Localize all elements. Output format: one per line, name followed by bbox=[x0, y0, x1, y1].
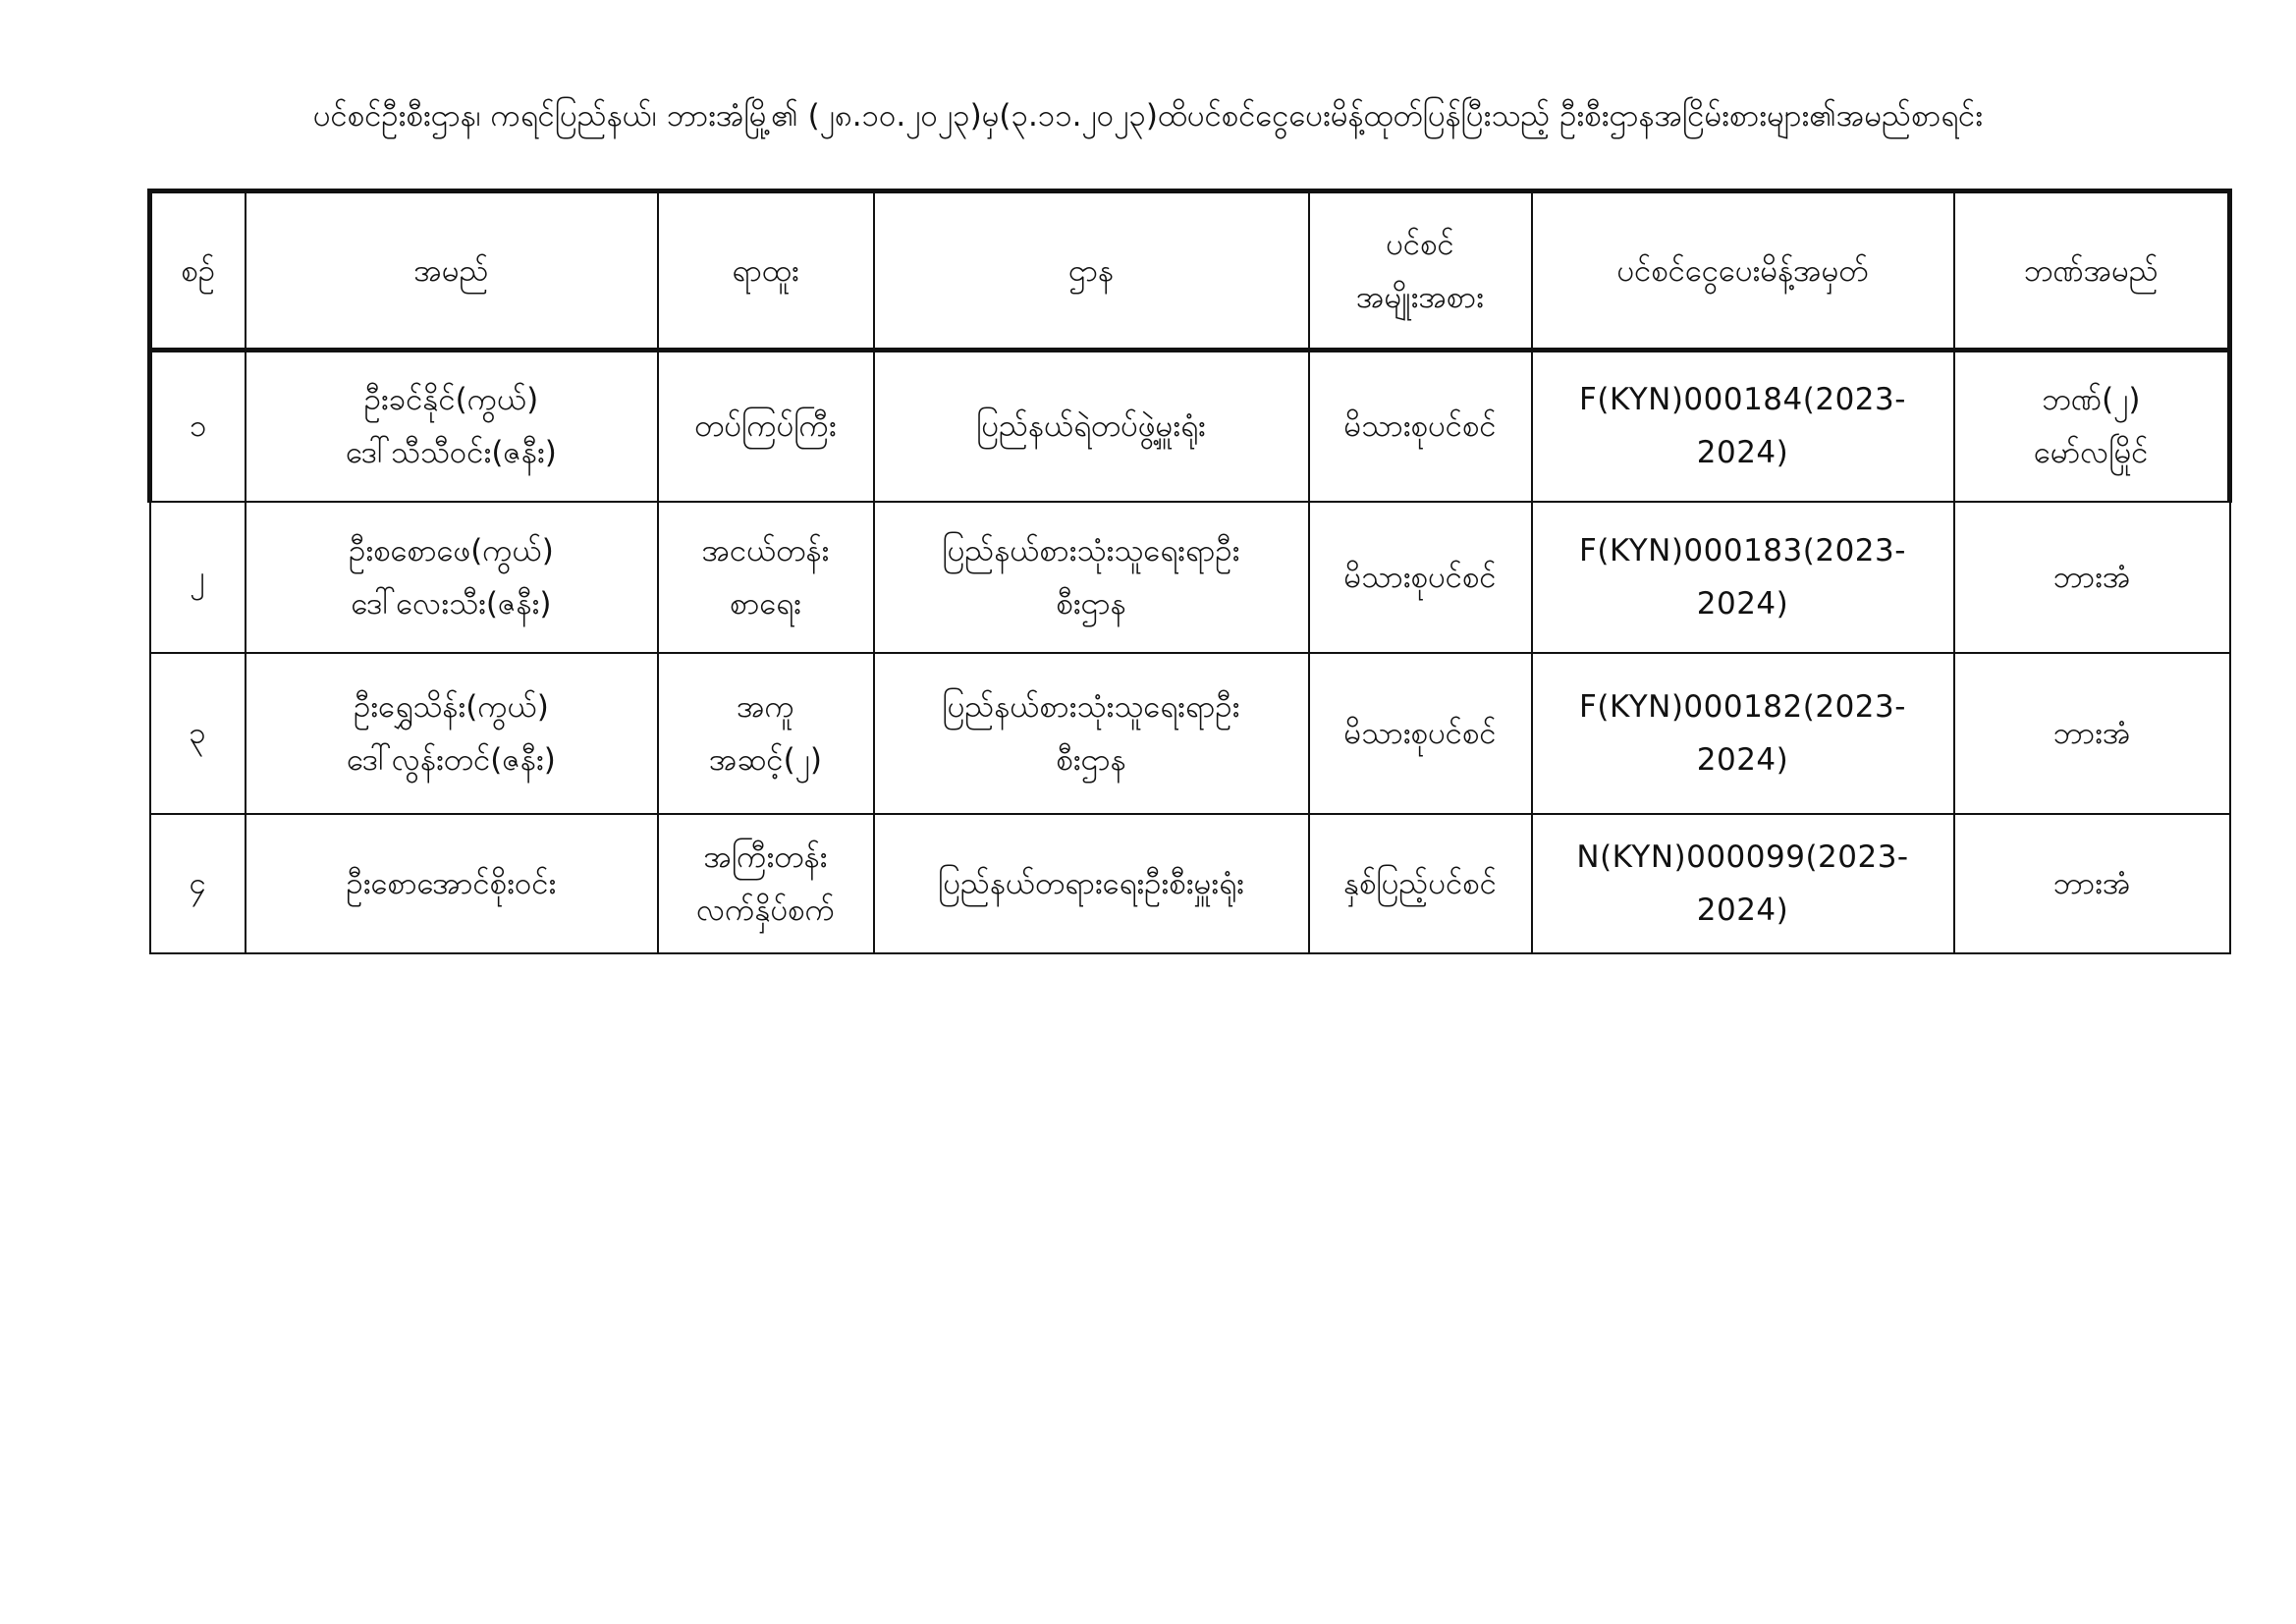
cell-rank-line2: အဆင့်(၂) bbox=[708, 741, 823, 778]
table-header-row bbox=[150, 191, 2230, 351]
cell-name-line2: ဒေါ်လွန်းတင်(ဇနီး) bbox=[347, 741, 556, 778]
header-pension-type-line1: ပင်စင် bbox=[1386, 226, 1454, 262]
header-no: စဉ် bbox=[150, 191, 246, 351]
header-rank: ရာထူး bbox=[658, 191, 874, 351]
cell-bank-line1: ဘားအံ bbox=[2052, 715, 2131, 751]
cell-department bbox=[874, 351, 1309, 502]
table-row bbox=[150, 351, 2230, 502]
cell-rank-line1: တပ်ကြပ်ကြီး bbox=[694, 408, 837, 445]
header-bank-name: ဘဏ်အမည် bbox=[1954, 191, 2230, 351]
cell-name-line2: ဒေါ်သီသီဝင်း(ဇနီး) bbox=[346, 435, 557, 471]
header-pension-type-line2: အမျိုးအစား bbox=[1356, 279, 1484, 315]
cell-pension-type: မိသားစုပင်စင် bbox=[1309, 653, 1532, 814]
cell-department-line1: ပြည်နယ်တရားရေးဦးစီးမှူးရုံး bbox=[938, 865, 1244, 901]
cell-pension-order-no: F(KYN)000184(2023-2024) bbox=[1532, 351, 1954, 502]
cell-bank-line1: ဘားအံ bbox=[2052, 559, 2131, 595]
cell-name-line1: ဦးစစောဖေ(ကွယ်) bbox=[349, 532, 554, 568]
cell-name bbox=[246, 653, 658, 814]
cell-bank-line2: မော်လမြိုင် bbox=[2034, 435, 2149, 471]
table-row bbox=[150, 814, 2230, 953]
cell-name-line2: ဒေါ်လေးသီး(ဇနီး) bbox=[351, 585, 552, 622]
cell-rank-line1: အငယ်တန်း bbox=[701, 532, 830, 568]
cell-pension-type: မိသားစုပင်စင် bbox=[1309, 502, 1532, 653]
cell-rank bbox=[658, 351, 874, 502]
cell-rank-line1: အကူ bbox=[737, 688, 794, 725]
table-row bbox=[150, 502, 2230, 653]
header-name: အမည် bbox=[246, 191, 658, 351]
cell-rank-line1: အကြီးတန်း bbox=[703, 839, 828, 875]
pension-table bbox=[147, 189, 2232, 954]
cell-name-line1: ဦးခင်နိုင်(ကွယ်) bbox=[363, 382, 539, 418]
cell-rank-line2: လက်နှိပ်စက် bbox=[696, 892, 835, 928]
cell-bank bbox=[1954, 814, 2230, 953]
cell-pension-type: နှစ်ပြည့်ပင်စင် bbox=[1309, 814, 1532, 953]
cell-department bbox=[874, 814, 1309, 953]
cell-no: ၃ bbox=[150, 653, 246, 814]
cell-no: ၁ bbox=[150, 351, 246, 502]
cell-no: ၄ bbox=[150, 814, 246, 953]
cell-rank bbox=[658, 502, 874, 653]
cell-name-line1: ဦးရွှေသိန်း(ကွယ်) bbox=[354, 688, 549, 725]
cell-rank-line2: စာရေး bbox=[730, 585, 801, 622]
cell-bank-line1: ဘဏ်(၂) bbox=[2041, 382, 2141, 418]
cell-rank bbox=[658, 814, 874, 953]
cell-pension-order-no: F(KYN)000182(2023-2024) bbox=[1532, 653, 1954, 814]
cell-department-line1: ပြည်နယ်စားသုံးသူရေးရာဦး bbox=[942, 532, 1240, 568]
cell-bank bbox=[1954, 351, 2230, 502]
cell-department bbox=[874, 653, 1309, 814]
cell-pension-order-no: F(KYN)000183(2023-2024) bbox=[1532, 502, 1954, 653]
cell-pension-order-no: N(KYN)000099(2023-2024) bbox=[1532, 814, 1954, 953]
cell-department-line2: စီးဌာန bbox=[1056, 585, 1126, 622]
cell-rank bbox=[658, 653, 874, 814]
cell-bank bbox=[1954, 653, 2230, 814]
pension-table-wrapper bbox=[147, 189, 2227, 954]
cell-name bbox=[246, 351, 658, 502]
document-title: ပင်စင်ဦးစီးဌာန၊ ကရင်ပြည်နယ်၊ ဘားအံမြို့၏ (၂၈.၁၀.၂၀၂၃)မှ(၃.၁၁.၂၀၂၃)ထိပင်စင်ငွေပေးမိန့်ထုတ်ပြန်ပြီးသည့် ဦးစီးဌာနအငြိမ်းစားများ၏အမည်စာရင်း bbox=[312, 98, 1984, 134]
header-pension-order-no: ပင်စင်ငွေပေးမိန့်အမှတ် bbox=[1532, 191, 1954, 351]
cell-department bbox=[874, 502, 1309, 653]
header-department: ဌာန bbox=[874, 191, 1309, 351]
cell-department-line2: စီးဌာန bbox=[1056, 741, 1126, 778]
cell-pension-type: မိသားစုပင်စင် bbox=[1309, 351, 1532, 502]
table-row bbox=[150, 653, 2230, 814]
cell-bank-line1: ဘားအံ bbox=[2052, 865, 2131, 901]
header-pension-type bbox=[1309, 191, 1532, 351]
cell-department-line1: ပြည်နယ်စားသုံးသူရေးရာဦး bbox=[942, 688, 1240, 725]
cell-name bbox=[246, 502, 658, 653]
cell-department-line1: ပြည်နယ်ရဲတပ်ဖွဲ့မှူးရုံး bbox=[976, 408, 1206, 445]
cell-no: ၂ bbox=[150, 502, 246, 653]
cell-name-line1: ဦးစောအောင်စိုးဝင်း bbox=[346, 865, 557, 901]
cell-bank bbox=[1954, 502, 2230, 653]
cell-name bbox=[246, 814, 658, 953]
